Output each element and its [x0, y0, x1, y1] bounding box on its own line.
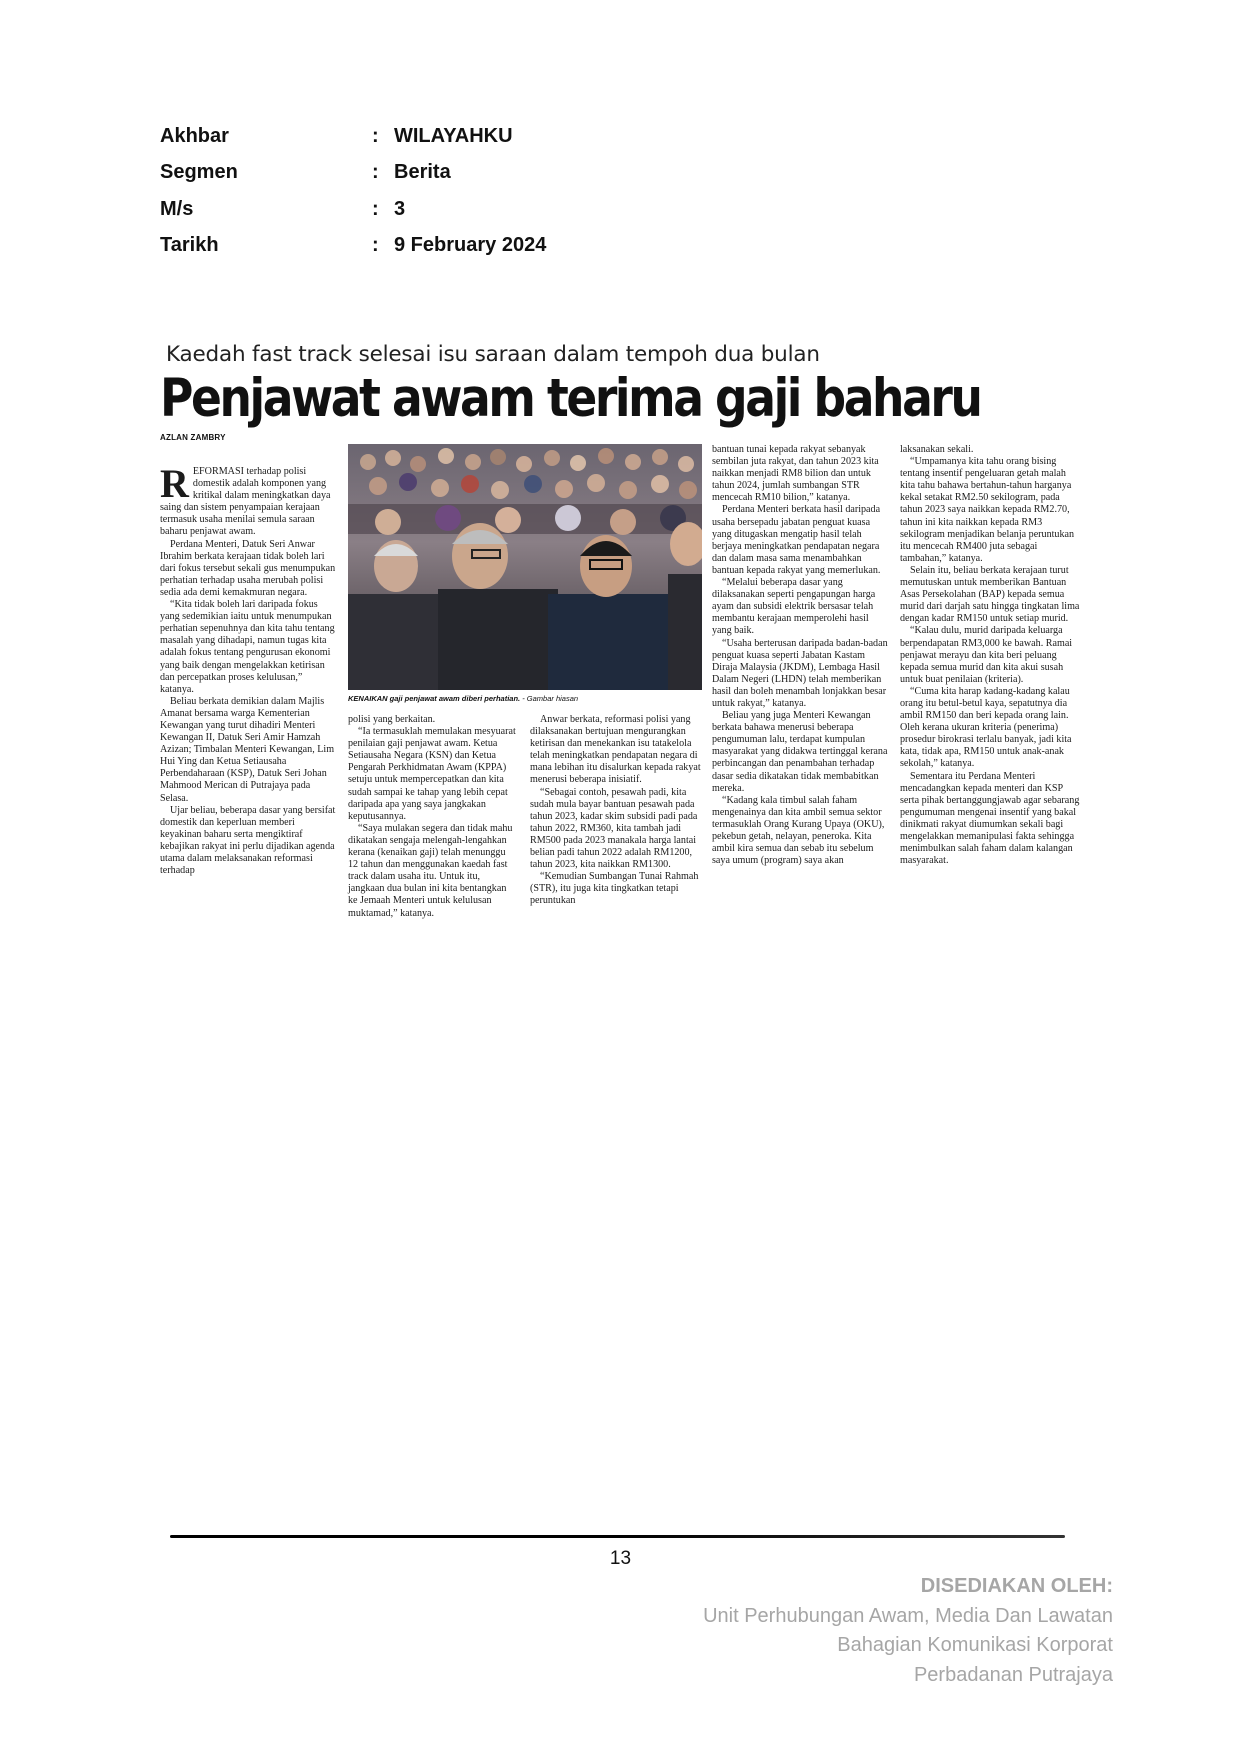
article-paragraph: “Sebagai contoh, pesawah padi, kita sudah mula bayar bantuan pesawah pada tahun 2023, kadar skim subsidi padi pada tahun 2022, RM360, kita tambah jadi RM500 pada 2023 manakala harga lantai belian padi tahun 2022 adalah RM1200, tahun 2023, kita naikkan RM1300.	[530, 786, 698, 871]
meta-label: Akhbar	[160, 124, 229, 147]
footer-credits	[703, 1572, 1113, 1690]
article-column-2	[348, 714, 518, 920]
article-headline: Penjawat awam terima gaji baharu	[160, 368, 981, 429]
article-paragraph: “Usaha berterusan daripada badan-badan penguat kuasa seperti Jabatan Kastam Diraja Malaysia (JKDM), Lembaga Hasil Dalam Negeri (LHDN) telah memberikan hasil dan boleh menambah lonjakkan besar untuk rakyat,” katanya.	[712, 637, 888, 709]
article-byline: AZLAN ZAMBRY	[160, 433, 226, 442]
article-paragraph: Perdana Menteri, Datuk Seri Anwar Ibrahim berkata kerajaan tidak boleh lari dari fokus tersebut sekali gus menumpukan perhatian terhadap usaha merubah polisi sedia ada demi kemakmuran negara.	[160, 538, 336, 598]
article-paragraph: “Umpamanya kita tahu orang bising tentang insentif pengeluaran getah malah kita tahu bahawa bertahun-tahun harganya kekal setakat RM2.50 sekilogram, pada tahun 2023 saya naikkan kepada RM2.70, tahun ini kita naikkan kepada RM3 sekilogram menjadikan belanja peruntukan itu mencecah RM400 juta sebagai tambahan,” katanya.	[900, 456, 1075, 564]
meta-row-ms	[160, 191, 546, 228]
meta-value: Berita	[394, 161, 451, 184]
article-paragraph: “Kita tidak boleh lari daripada fokus yang sedemikian iaitu untuk menumpukan perhatian sepenuhnya dan kita tahu tentang masalah yang dihadapi, namun tugas kita adalah fokus tentang pengurusan ekonomi yang baik dengan mengelakkan ketirisan dan percepatkan proses kelulusan,” katanya.	[160, 599, 335, 695]
article-paragraph: Sementara itu Perdana Menteri mencadangkan kepada menteri dan KSP serta pihak bertanggungjawab agar sebarang pengumuman mengenai insentif yang bakal dinikmati rakyat diumumkan sekali bagi mengelakkan memanipulasi fakta sehingga menimbulkan salah faham dalam kalangan masyarakat.	[900, 770, 1080, 867]
article-paragraph: “Kadang kala timbul salah faham mengenainya dan kita ambil semua sektor termasuklah Orang Kurang Upaya (OKU), pekebun getah, nelayan, peneroka. Kita ambil kira semua dan sebab itu sebelum saya umum (program) saya akan	[712, 794, 885, 867]
meta-value: 3	[394, 197, 406, 220]
meta-colon: :	[372, 161, 379, 184]
meta-row-tarikh	[160, 228, 546, 265]
article-paragraph: “Saya mulakan segera dan tidak mahu dikatakan sengaja melengah-lengahkan kerana (kenaikan gaji) telah menunggu 12 tahun dan menggunakan kaedah fast track dalam usaha itu. Untuk itu, jangkaan dua bulan ini kita bentangkan ke Jemaah Menteri untuk kelulusan muktamad,” katanya.	[348, 822, 513, 919]
article-paragraph: polisi yang berkaitan.	[348, 714, 436, 725]
article-paragraph: “Melalui beberapa dasar yang dilaksanakan seperti pengapungan harga ayam dan subsidi elektrik bersasar telah membantu kerajaan memperolehi hasil yang baik.	[712, 577, 876, 637]
article-metadata	[160, 118, 546, 264]
meta-label: Tarikh	[160, 234, 219, 257]
meta-label: Segmen	[160, 161, 238, 184]
page-number: 13	[609, 1548, 632, 1569]
footer-line: Bahagian Komunikasi Korporat	[837, 1634, 1113, 1656]
article-paragraph: bantuan tunai kepada rakyat sebanyak sembilan juta rakyat, dan tahun 2023 kita naikkan menjadi RM8 bilion dan untuk tahun 2024, jumlah sumbangan STR mencecah RM10 bilion,” katanya.	[712, 444, 879, 504]
meta-colon: :	[372, 124, 379, 147]
meta-label: M/s	[160, 197, 194, 220]
meta-row-segmen	[160, 155, 546, 192]
article-paragraph: Beliau yang juga Menteri Kewangan berkata bahawa menerusi beberapa pengumuman lalu, terdapat kumpulan masyarakat yang didakwa tertinggal kerana perbincangan dan penambahan terhadap dasar sedia dikatakan tidak membabitkan mereka.	[712, 710, 888, 794]
article-paragraph: Selain itu, beliau berkata kerajaan turut memutuskan untuk memberikan Bantuan Asas Persekolahan (BAP) kepada semua murid dari darjah satu hingga tingkatan lima dengan kadar RM150 untuk setiap murid.	[900, 564, 1080, 625]
article-paragraph: “Kalau dulu, murid daripada keluarga berpendapatan RM3,000 ke bawah. Ramai penjawat merayu dan kita beri peluang kepada semua murid dan kita akui susah untuk buat penilaian (kriteria).	[900, 625, 1073, 685]
article-paragraph: “Cuma kita harap kadang-kadang kalau orang itu betul-betul kaya, sepatutnya dia ambil RM150 dan beri kepada orang lain. Oleh kerana ukuran kriteria (penerima) prosedur birokrasi terlalu banyak, jadi kita kata, tidak apa, RM150 untuk anak-anak sekolah,” katanya.	[900, 685, 1072, 770]
article-paragraph: REFORMASI terhadap polisi domestik adalah komponen yang kritikal dalam meningkatkan daya saing dan sistem penyampaian kerajaan termasuk usaha menilai semula saraan baharu penjawat awam.	[160, 461, 331, 538]
article-paragraph: Ujar beliau, beberapa dasar yang bersifat domestik dan keperluan memberi keyakinan baharu serta mengiktiraf kebajikan rakyat ini perlu dijadikan agenda utama dalam melaksanakan reformasi terhadap	[160, 804, 336, 877]
article-paragraph: laksanakan sekali.	[900, 444, 974, 455]
meta-value: WILAYAHKU	[394, 124, 513, 147]
article-paragraph: “Ia termasuklah memulakan mesyuarat penilaian gaji penjawat awam. Ketua Setiausaha Negara (KSN) dan Ketua Pengarah Perkhidmatan Awam (KPPA) setuju untuk mempercepatkan dan kita sudah sampai ke tahap yang lebih cepat daripada apa yang saya jangkakan keputusannya.	[348, 726, 516, 822]
caption-text: KENAIKAN gaji penjawat awam diberi perhatian.	[348, 694, 521, 703]
meta-colon: :	[372, 197, 379, 220]
article-paragraph: Perdana Menteri berkata hasil daripada usaha bersepadu jabatan penguat kuasa yang ditugaskan mengatip hasil telah berjaya meningkatkan pendapatan negara dan dalam masa sama menambahkan bantuan kepada rakyat yang memerlukan.	[712, 504, 881, 576]
footer-line: Perbadanan Putrajaya	[913, 1663, 1113, 1686]
newspaper-clipping	[160, 342, 1080, 442]
article-paragraph: “Kemudian Sumbangan Tunai Rahmah (STR), itu juga kita tingkatkan tetapi peruntukan	[530, 871, 699, 907]
article-column-3	[530, 714, 702, 908]
footer-divider	[170, 1535, 1065, 1538]
article-column-4	[712, 444, 890, 867]
article-column-1	[160, 461, 337, 877]
footer-line: Unit Perhubungan Awam, Media Dan Lawatan	[703, 1604, 1113, 1627]
caption-credit: - Gambar hiasan	[520, 694, 579, 703]
meta-colon: :	[372, 234, 379, 257]
photo-caption	[348, 694, 578, 703]
audience-photo-illustration	[348, 444, 702, 690]
article-photo	[348, 444, 702, 690]
article-paragraph: Beliau berkata demikian dalam Majlis Amanat bersama warga Kementerian Kewangan yang turut dihadiri Menteri Kewangan II, Datuk Seri Amir Hamzah Azizan; Timbalan Menteri Kewangan, Lim Hui Ying dan Ketua Setiausaha Perbendaharaan (KSP), Datuk Seri Johan Mahmood Merican di Putrajaya pada Selasa.	[160, 695, 335, 804]
footer-title: DISEDIAKAN OLEH:	[920, 1575, 1113, 1597]
article-column-5	[900, 444, 1080, 867]
meta-row-akhbar	[160, 118, 546, 155]
dropcap: R	[160, 461, 189, 506]
article-paragraph: Anwar berkata, reformasi polisi yang dilaksanakan bertujuan mengurangkan ketirisan dan menekankan isu tatakelola telah meningkatkan pendapatan negara di mana lebihan itu disalurkan kepada rakyat menerusi beberapa inisiatif.	[530, 714, 701, 786]
meta-value: 9 February 2024	[394, 234, 547, 257]
article-kicker: Kaedah fast track selesai isu saraan dalam tempoh dua bulan	[166, 342, 820, 367]
